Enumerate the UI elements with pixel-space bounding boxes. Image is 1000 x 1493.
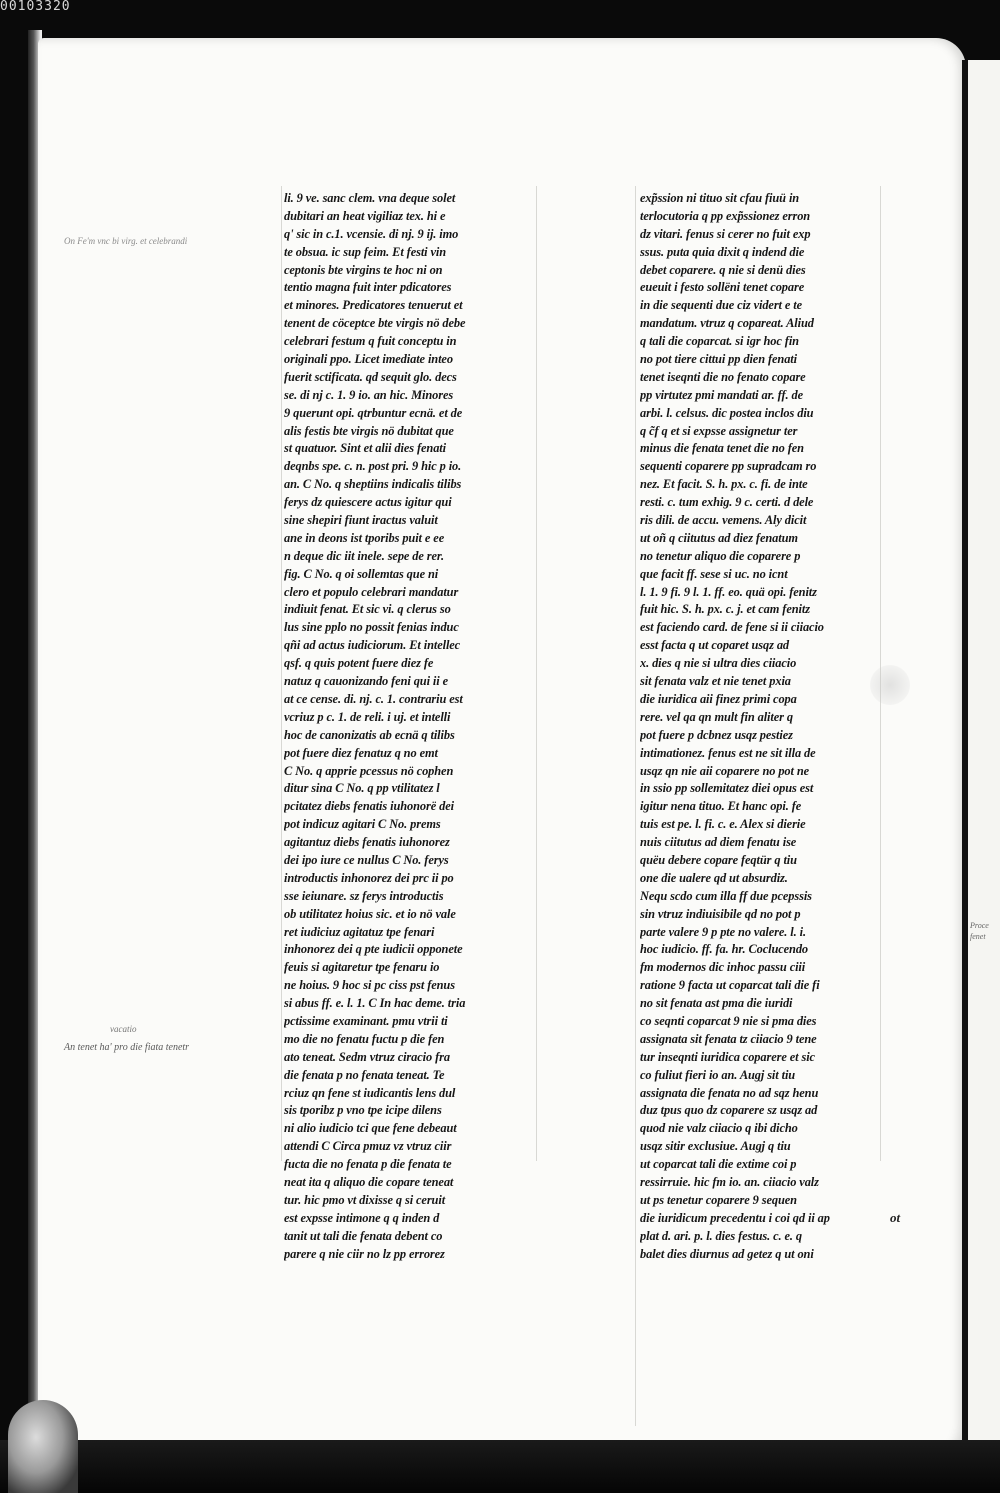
holding-thumb bbox=[8, 1400, 78, 1493]
text-line: mandatum. vtruz q copareat. Aliud bbox=[640, 316, 814, 331]
text-column-left bbox=[284, 190, 544, 1263]
text-line: mo die no fenatu fuctu p die fen bbox=[284, 1031, 445, 1046]
text-line: fucta die no fenata p die fenata te bbox=[284, 1157, 452, 1172]
text-line: pot fuere p dcbnez usqz pestiez bbox=[640, 727, 793, 742]
text-line: parere q nie ciir no lz pp errorez bbox=[284, 1246, 445, 1261]
text-line: ratione 9 facta ut coparcat tali die fi bbox=[640, 978, 820, 993]
text-line: parte valere 9 p pte no valere. l. i. bbox=[640, 924, 806, 939]
text-line: q' sic in c.1. vcensie. di nj. 9 ij. imo bbox=[284, 226, 459, 241]
text-line: neat ita q aliquo die copare teneat bbox=[284, 1174, 454, 1189]
text-line: usqz qn nie aii coparere no pot ne bbox=[640, 763, 810, 778]
text-line: rciuz qn fene st iudicantis lens dul bbox=[284, 1085, 456, 1100]
text-line: ni alio iudicio tci que fene debeaut bbox=[284, 1121, 457, 1136]
text-line: que facit ff. sese si uc. no icnt bbox=[640, 566, 788, 581]
text-line: eueuit i festo sollëni tenet copare bbox=[640, 280, 805, 295]
margin-gloss-top: On Fe'm vnc bi virg. et celebrandi bbox=[64, 236, 188, 246]
text-line: qñi ad actus iudiciorum. Et intellec bbox=[284, 638, 461, 653]
text-line: esst facta q ut coparet usqz ad bbox=[640, 638, 790, 653]
text-line: li. 9 ve. sanc clem. vna deque solet bbox=[284, 191, 456, 205]
text-line: attendi C Circa pmuz vz vtruz ciir bbox=[284, 1139, 452, 1154]
text-line: ris dili. de accu. vemens. Aly dicit bbox=[640, 513, 807, 528]
text-line: clero et populo celebrari mandatur bbox=[284, 584, 459, 599]
text-line: feuis si agitaretur tpe fenaru io bbox=[284, 960, 440, 975]
text-line: rere. vel qa qn mult fin aliter q bbox=[640, 709, 793, 724]
text-line: natuz q cauonizando feni qui ii e bbox=[284, 674, 449, 689]
text-line: qsf. q quis potent fuere diez fe bbox=[284, 656, 434, 671]
text-line: celebrari festum q fuit conceptu in bbox=[284, 334, 457, 349]
text-line: tentio magna fuit inter pdicatores bbox=[284, 280, 452, 295]
text-line: agitantuz diebs fenatis iuhonorez bbox=[284, 835, 450, 850]
text-line: quod nie valz ciiacio q ibi dicho bbox=[640, 1121, 798, 1136]
text-line: dei ipo iure ce nullus C No. ferys bbox=[284, 852, 449, 867]
text-line: ato teneat. Sedm vtruz ciracio fra bbox=[284, 1049, 450, 1064]
text-line: introductis inhonorez dei prc ii po bbox=[284, 870, 454, 885]
text-line: tuis est pe. l. fi. c. e. Alex si dierie bbox=[640, 817, 806, 832]
text-line: nuis ciitutus ad diem fenatu ise bbox=[640, 835, 797, 850]
text-line: terlocutoria q pp exp̃ssionez erron bbox=[640, 208, 811, 223]
text-line: minus die fenata tenet die no fen bbox=[640, 441, 804, 456]
text-line: tenent de cöceptce bte virgis nö debe bbox=[284, 316, 466, 331]
text-line: arbi. l. celsus. dic postea inclos diu bbox=[640, 405, 814, 420]
text-line: sine shepiri fiunt iractus valuit bbox=[284, 513, 438, 528]
text-line: no pot tiere cittui pp dien fenati bbox=[640, 352, 797, 367]
text-column-right bbox=[640, 190, 900, 1263]
text-line: fm modernos dic inhoc passu ciii bbox=[640, 960, 806, 975]
text-line: duz tpus quo dz coparere sz usqz ad bbox=[640, 1103, 818, 1118]
margin-gloss-caret: vacatio bbox=[110, 1024, 137, 1034]
text-line: die fenata p no fenata teneat. Te bbox=[284, 1067, 445, 1082]
text-line: se. di nj c. 1. 9 io. an hic. Minores bbox=[284, 387, 454, 402]
text-line: balet dies diurnus ad getez q ut oni bbox=[640, 1246, 814, 1261]
text-line: et minores. Predicatores tenuerut et bbox=[284, 298, 463, 313]
text-line: est faciendo card. de fene si ii ciiacio bbox=[640, 620, 824, 635]
text-line: dubitari an heat vigiliaz tex. hi e bbox=[284, 208, 446, 223]
text-line: ceptonis bte virgins te hoc ni on bbox=[284, 262, 443, 277]
text-line: no tenetur aliquo die coparere p bbox=[640, 548, 801, 563]
text-line: fuit hic. S. h. px. c. j. et cam fenitz bbox=[640, 602, 810, 617]
text-line: tur inseqnti iuridica coparere et sic bbox=[640, 1049, 815, 1064]
text-line: fig. C No. q oi sollemtas que ni bbox=[284, 566, 439, 581]
text-line: assignata die fenata no ad sqz henu bbox=[640, 1085, 819, 1100]
text-line: hoc iudicio. ff. fa. hr. Coclucendo bbox=[640, 942, 809, 957]
text-line: q tali die coparcat. si igr hoc fin bbox=[640, 334, 799, 349]
text-line: tanit ut tali die fenata debent co bbox=[284, 1228, 443, 1243]
text-line: hoc de canonizatis ab ecnä q tilibs bbox=[284, 727, 455, 742]
margin-gloss-right: Proce fenet bbox=[970, 921, 989, 941]
text-line: pp virtutez pmi mandati ar. ff. de bbox=[640, 387, 803, 402]
text-line: n deque dic iit inele. sepe de rer. bbox=[284, 548, 444, 563]
text-line: exp̃ssion ni tituo sit cfau fiuü in bbox=[640, 191, 800, 205]
text-line: die iuridica aii finez primi copa bbox=[640, 691, 797, 706]
text-line: one die ualere qd ut absurdiz. bbox=[640, 870, 788, 885]
text-line: vcriuz p c. 1. de reli. i uj. et intelli bbox=[284, 709, 451, 724]
film-id-strip: 00103320 bbox=[0, 0, 71, 14]
text-line: ditur sina C No. q pp vtilitatez l bbox=[284, 781, 440, 796]
text-line: co seqnti coparcat 9 nie si pma dies bbox=[640, 1013, 817, 1028]
text-line: sequenti coparere pp supradcam ro bbox=[640, 459, 817, 474]
text-line: Nequ scdo cum illa ff due pcepssis bbox=[640, 888, 812, 903]
text-line: originali ppo. Licet imediate inteo bbox=[284, 352, 453, 367]
text-line: debet coparere. q nie si denü dies bbox=[640, 262, 806, 277]
text-line: st quatuor. Sint et alii dies fenati bbox=[284, 441, 446, 456]
text-line: l. 1. 9 fi. 9 l. 1. ff. eo. quä opi. fenitz bbox=[640, 584, 817, 599]
margin-gloss-bottom: An tenet ha' pro die fiata tenetr bbox=[64, 1042, 190, 1053]
text-line: quëu debere copare feqtür q tiu bbox=[640, 852, 797, 867]
text-line: in die sequenti due ciz vidert e te bbox=[640, 298, 803, 313]
text-line: die iuridicum precedentu i coi qd ii ap bbox=[640, 1210, 830, 1225]
text-line: sit fenata valz et nie tenet pxia bbox=[640, 674, 791, 689]
text-line: pcitatez diebs fenatis iuhonorë dei bbox=[284, 799, 454, 814]
text-line: sis tporibz p vno tpe icipe dilens bbox=[284, 1103, 442, 1118]
facing-page-edge bbox=[962, 60, 1000, 1440]
text-line: ane in deons ist tporibs puit e ee bbox=[284, 530, 445, 545]
text-line: no sit fenata ast pma die iuridi bbox=[640, 996, 793, 1011]
text-line: resti. c. tum exhig. 9 c. certi. d dele bbox=[640, 495, 814, 510]
text-line: inhonorez dei q pte iudicii opponete bbox=[284, 942, 463, 957]
text-line: lus sine pplo no possit fenias induc bbox=[284, 620, 459, 635]
ruling-line bbox=[635, 186, 636, 1426]
text-line: tur. hic pmo vt dixisse q si ceruit bbox=[284, 1192, 446, 1207]
text-line: est expsse intimone q q inden d bbox=[284, 1210, 440, 1225]
text-line: ut coparcat tali die extime coi p bbox=[640, 1157, 797, 1172]
text-line: ut ps tenetur coparere 9 sequen bbox=[640, 1192, 797, 1207]
text-line: nez. Et facit. S. h. px. c. fi. de inte bbox=[640, 477, 808, 492]
text-line: assignata sit fenata tz ciiacio 9 tene bbox=[640, 1031, 817, 1046]
text-line: sin vtruz indiuisibile qd no pot p bbox=[640, 906, 801, 921]
text-line: pot indicuz agitari C No. prems bbox=[284, 817, 441, 832]
text-line: ferys dz quiescere actus igitur qui bbox=[284, 495, 452, 510]
text-line: pot fuere diez fenatuz q no emt bbox=[284, 745, 438, 760]
text-line: intimationez. fenus est ne sit illa de bbox=[640, 745, 816, 760]
text-line: alis festis bte virgis nö dubitat que bbox=[284, 423, 454, 438]
text-line: dz vitari. fenus si cerer no fuit exp bbox=[640, 226, 811, 241]
text-line: ne hoius. 9 hoc si pc ciss pst fenus bbox=[284, 978, 455, 993]
text-line: co fuliut fieri io an. Augj sit tiu bbox=[640, 1067, 796, 1082]
text-line: ut oñ q ciitutus ad diez fenatum bbox=[640, 530, 798, 545]
text-line: 9 querunt opi. qtrbuntur ecnä. et de bbox=[284, 405, 463, 420]
bottom-shadow bbox=[0, 1440, 1000, 1493]
text-line: an. C No. q sheptiins indicalis tilibs bbox=[284, 477, 462, 492]
text-line: ret iudiciuz agitatuz tpe fenari bbox=[284, 924, 435, 939]
text-line: q c̃f q et si expsse assignetur ter bbox=[640, 423, 798, 438]
text-line: plat d. ari. p. l. dies festus. c. e. q bbox=[640, 1228, 802, 1243]
text-line: fuerit sctificata. qd sequit glo. decs bbox=[284, 369, 457, 384]
text-line: usqz sitir exclusiue. Augj q tiu bbox=[640, 1139, 791, 1154]
text-line: ssus. puta quia dixit q indend die bbox=[640, 244, 805, 259]
text-line: deqnbs spe. c. n. post pri. 9 hic p io. bbox=[284, 459, 462, 474]
text-line: tenet iseqnti die no fenato copare bbox=[640, 369, 806, 384]
text-line: x. dies q nie si ultra dies ciiacio bbox=[640, 656, 797, 671]
text-line: sse ieiunare. sz ferys introductis bbox=[284, 888, 444, 903]
text-line: in ssio pp sollemitatez diei opus est bbox=[640, 781, 814, 796]
text-line: C No. q apprie pcessus nö cophen bbox=[284, 763, 454, 778]
text-line: ob utilitatez hoius sic. et io nö vale bbox=[284, 906, 456, 921]
folio-mark: ot bbox=[890, 1210, 901, 1225]
text-line: at ce cense. di. nj. c. 1. contrariu est bbox=[284, 691, 463, 706]
text-line: si abus ff. e. l. 1. C In hac deme. tria bbox=[284, 996, 466, 1011]
text-line: pctissime examinant. pmu vtrii ti bbox=[284, 1013, 448, 1028]
text-line: indiuit fenat. Et sic vi. q clerus so bbox=[284, 602, 451, 617]
text-line: igitur nena tituo. Et hanc opi. fe bbox=[640, 799, 802, 814]
text-line: ressirruie. hic fm io. an. ciiacio valz bbox=[640, 1174, 819, 1189]
ruling-line bbox=[281, 186, 282, 1161]
text-line: te obsua. ic sup feim. Et festi vin bbox=[284, 244, 447, 259]
